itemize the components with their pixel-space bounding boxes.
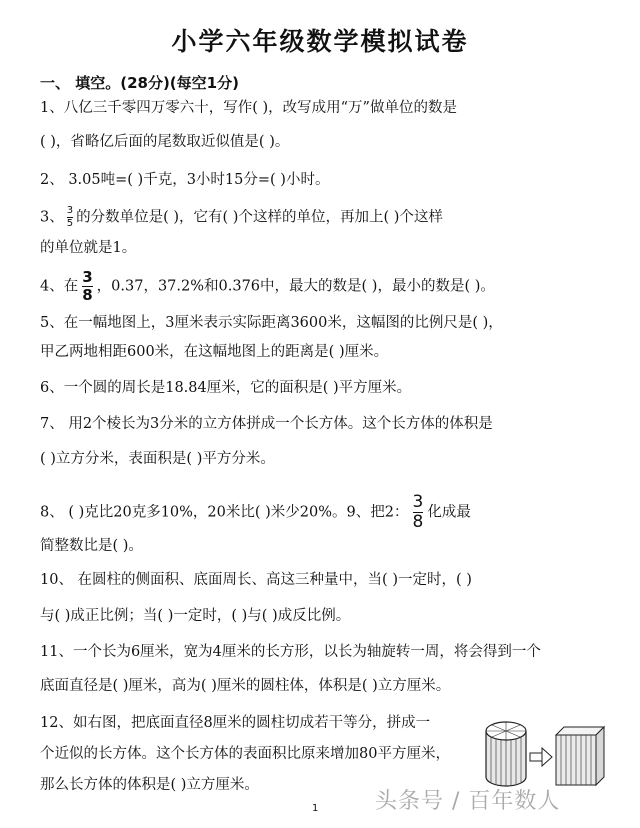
question-11-line-1: 11、一个长为6厘米，宽为4厘米的长方形，以长为轴旋转一周，将会得到一个: [40, 644, 541, 660]
question-12-line-3: 那么长方体的体积是( )立方厘米。: [40, 777, 259, 793]
fraction-numerator: 3: [412, 492, 424, 512]
question-1-line-1: 1、八亿三千零四万零六十，写作( )，改写成用“万”做单位的数是: [40, 100, 457, 116]
question-8-9-line-1: [40, 494, 471, 531]
question-3-text: 的分数单位是( )，它有( )个这样的单位，再加上( )个这样: [76, 209, 443, 226]
question-7-line-1: 7、 用2个棱长为3分米的立方体拼成一个长方体。这个长方体的体积是: [40, 416, 493, 432]
page-number: 1: [312, 803, 319, 814]
question-1-line-2: ( )，省略亿后面的尾数取近似值是( )。: [40, 134, 290, 150]
fraction-denominator: 5: [66, 218, 74, 229]
question-11-line-2: 底面直径是( )厘米，高为( )厘米的圆柱体，体积是( )立方厘米。: [40, 678, 451, 694]
question-4-number: 4、在: [40, 278, 79, 295]
question-3-line-1: [40, 206, 443, 229]
question-12-line-2: 个近似的长方体。这个长方体的表面积比原来增加80平方厘米，: [40, 746, 450, 762]
cuboid-icon: [556, 727, 604, 785]
question-3-number: 3、: [40, 209, 64, 226]
question-6: 6、一个圆的周长是18.84厘米，它的面积是( )平方厘米。: [40, 380, 412, 396]
cylinder-to-cuboid-figure: [482, 715, 608, 795]
question-2: 2、 3.05吨=( )千克，3小时15分=( )小时。: [40, 172, 330, 188]
cylinder-icon: [486, 722, 526, 786]
section-heading: 一、 填空。(28分)(每空1分): [40, 74, 239, 92]
question-4: [40, 270, 495, 303]
question-3-line-2: 的单位就是1。: [40, 240, 137, 256]
question-12-line-1: 12、如右图，把底面直径8厘米的圆柱切成若干等分，拼成一: [40, 715, 431, 731]
arrow-right-icon: [530, 748, 552, 766]
cylinder-cut-diagram: [482, 715, 608, 791]
question-5-line-2: 甲乙两地相距600米，在这幅地图上的距离是( )厘米。: [40, 344, 389, 360]
fraction-three-eighths: [82, 270, 92, 303]
watermark: 头条号 / 百年数人: [375, 789, 561, 814]
fraction-three-eighths: [413, 494, 424, 531]
question-9-line-2: 简整数比是( )。: [40, 538, 143, 554]
page-title: 小学六年级数学模拟试卷: [171, 27, 469, 56]
question-4-text: ，0.37，37.2%和0.376中，最大的数是( )，最小的数是( )。: [96, 278, 495, 295]
question-9-text: 化成最: [427, 504, 471, 521]
fraction-numerator: 3: [66, 205, 74, 216]
question-5-line-1: 5、在一幅地图上，3厘米表示实际距离3600米，这幅图的比例尺是( )，: [40, 315, 503, 331]
question-8-text: 8、 ( )克比20克多10%，20米比( )米少20%。9、把2：: [40, 504, 409, 521]
question-7-line-2: ( )立方分米，表面积是( )平方分米。: [40, 451, 275, 467]
fraction-numerator: 3: [82, 268, 93, 286]
fraction-three-fifths: [67, 206, 73, 229]
question-10-line-2: 与( )成正比例；当( )一定时，( )与( )成反比例。: [40, 608, 351, 624]
question-10-line-1: 10、 在圆柱的侧面积、底面周长、高这三种量中，当( )一定时，( ): [40, 572, 472, 588]
fraction-denominator: 8: [412, 512, 424, 532]
fraction-denominator: 8: [82, 286, 93, 304]
